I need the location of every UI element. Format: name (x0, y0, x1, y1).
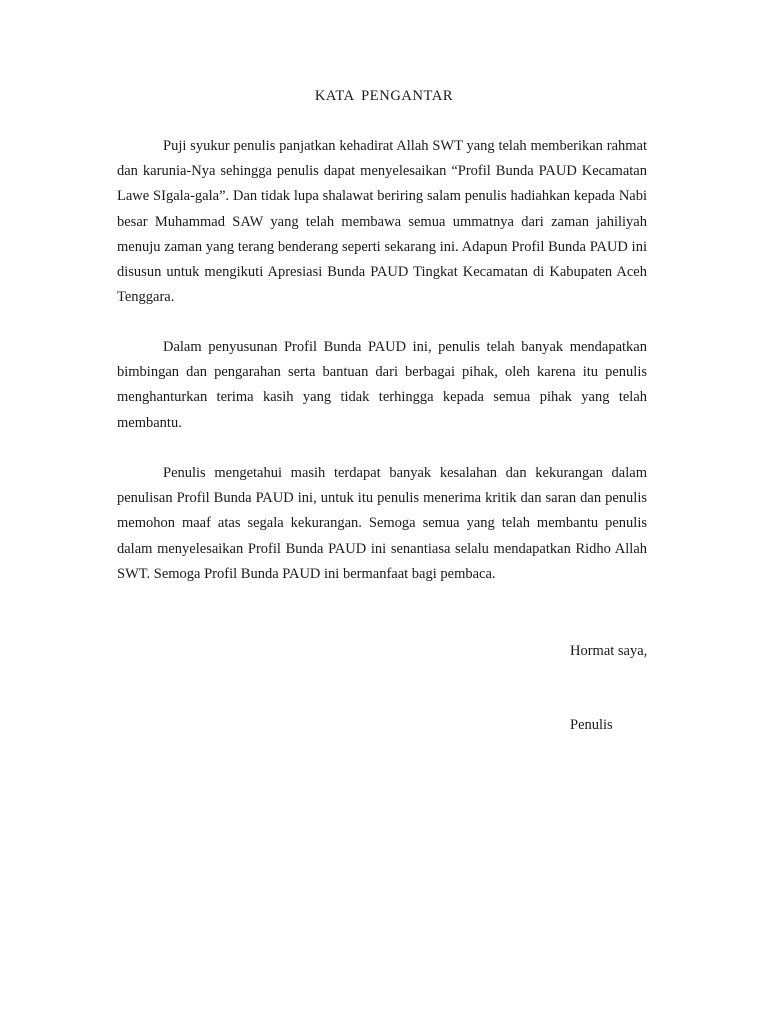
paragraph-apology: Penulis mengetahui masih terdapat banyak kesalahan dan kekurangan dalam penulisan Profil Bunda PAUD ini, untuk itu penulis menerima kritik dan saran dan penulis memohon maaf atas segala kekurangan. Semoga semua yang telah membantu penulis dalam menyelesaikan Profil Bunda PAUD ini senantiasa selalu mendapatkan Ridho Allah SWT. Semoga Profil Bunda PAUD ini bermanfaat bagi pembaca. (117, 465, 647, 582)
signature-name: Penulis (570, 717, 613, 733)
page-title: KATA PENGANTAR (314, 88, 454, 104)
paragraph-acknowledgement: Dalam penyusunan Profil Bunda PAUD ini, penulis telah banyak mendapatkan bimbingan dan pengarahan serta bantuan dari berbagai pihak, oleh karena itu penulis menghanturkan terima kasih yang tidak terhingga kepada semua pihak yang telah membantu. (117, 339, 647, 431)
closing-greeting: Hormat saya, (570, 643, 648, 659)
paragraph-intro: Puji syukur penulis panjatkan kehadirat Allah SWT yang telah memberikan rahmat dan karunia-Nya sehingga penulis dapat menyelesaikan “Profil Bunda PAUD Kecamatan Lawe SIgala-gala”. Dan tidak lupa shalawat beriring salam penulis hadiahkan kepada Nabi besar Muhammad SAW yang telah membawa semua ummatnya dari zaman jahiliyah menuju zaman yang terang benderang seperti sekarang ini. Adapun Profil Bunda PAUD ini disusun untuk mengikuti Apresiasi Bunda PAUD Tingkat Kecamatan di Kabupaten Aceh Tenggara. (117, 138, 647, 306)
